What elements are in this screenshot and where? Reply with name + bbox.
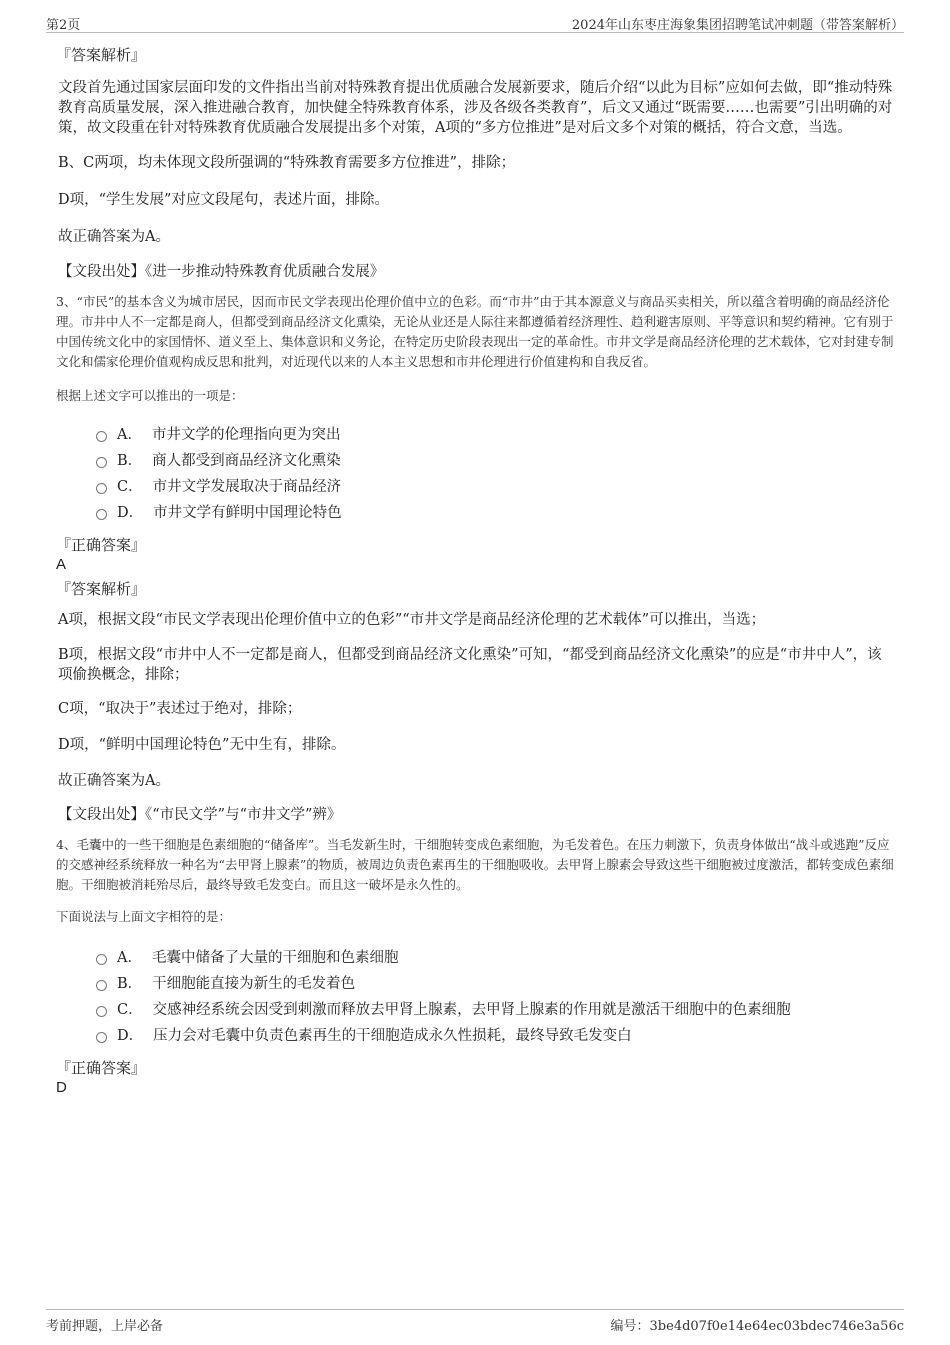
q3-option-b[interactable]: B． 商人都受到商品经济文化熏染 bbox=[96, 448, 896, 474]
q3-options bbox=[56, 422, 896, 526]
q3-option-a[interactable]: A． 市井文学的伦理指向更为突出 bbox=[96, 422, 896, 448]
q4-stem: 4、毛囊中的一些干细胞是色素细胞的“储备库”。当毛发新生时，干细胞转变成色素细胞，为毛发着色。在压力刺激下，负责身体做出“战斗或逃跑”反应的交感神经系统释放一种名为“去甲肾上腺素”的物质，被周边负责色素再生的干细胞吸收。去甲肾上腺素会导致这些干细胞被过度激活，都转变成色素细胞。干细胞被消耗殆尽后，最终导致毛发变白。而且这一破坏是永久性的。 bbox=[56, 837, 894, 892]
page-footer bbox=[46, 1309, 904, 1334]
q4-option-d[interactable]: D． 压力会对毛囊中负责色素再生的干细胞造成永久性损耗，最终导致毛发变白 bbox=[96, 1023, 896, 1049]
q4-answer-label: 『正确答案』 bbox=[56, 1059, 147, 1077]
radio-icon[interactable] bbox=[96, 457, 107, 468]
q3-answer: A bbox=[56, 556, 67, 573]
radio-icon[interactable] bbox=[96, 980, 107, 991]
q4-prompt: 下面说法与上面文字相符的是： bbox=[56, 909, 232, 924]
q2-analysis-paragraph: 文段首先通过国家层面印发的文件指出当前对特殊教育提出优质融合发展新要求，随后介绍“以此为目标”应如何去做，即“推动特殊教育高质量发展，深入推进融合教育，加快健全特殊教育体系，涉及各级各类教育”，后文又通过“既需要……也需要”引出明确的对策，故文段重在针对特殊教育优质融合发展提出多个对策，A项的“多方位推进”是对后文多个对策的概括，符合文意，当选。 bbox=[58, 80, 893, 136]
q3-analysis-c: C项，“取决于”表述过于绝对，排除； bbox=[58, 701, 302, 717]
radio-icon[interactable] bbox=[96, 1032, 107, 1043]
q3-option-d[interactable]: D． 市井文学有鲜明中国理论特色 bbox=[96, 500, 896, 526]
page-header bbox=[46, 12, 904, 33]
q3-analysis-label: 『答案解析』 bbox=[56, 580, 147, 598]
q3-stem: 3、“市民”的基本含义为城市居民，因而市民文学表现出伦理价值中立的色彩。而“市井”由于其本源意义与商品买卖相关，所以蕴含着明确的商品经济伦理。市井中人不一定都是商人，但都受到商品经济文化熏染，无论从业还是人际往来都遵循着经济理性、趋利避害原则、平等意识和契约精神。它有别于中国传统文化中的家国情怀、道义至上、集体意识和义务论，在特定历史阶段表现出一定的革命性。市井文学是商品经济伦理的艺术载体，它对封建专制文化和儒家伦理价值观构成反思和批判，对近现代以来的人本主义思想和市井伦理进行价值建构和自我反省。 bbox=[56, 294, 894, 369]
q2-analysis-label: 『答案解析』 bbox=[56, 46, 147, 64]
q4-option-c[interactable]: C． 交感神经系统会因受到刺激而释放去甲肾上腺素，去甲肾上腺素的作用就是激活干细胞中的色素细胞 bbox=[96, 997, 896, 1023]
q2-analysis-bc: B、C两项，均未体现文段所强调的“特殊教育需要多方位推进”，排除； bbox=[58, 155, 516, 171]
radio-icon[interactable] bbox=[96, 509, 107, 520]
radio-icon[interactable] bbox=[96, 483, 107, 494]
main-content bbox=[56, 44, 896, 1101]
footer-slogan: 考前押题，上岸必备 bbox=[46, 1319, 164, 1334]
q4-option-b[interactable]: B． 干细胞能直接为新生的毛发着色 bbox=[96, 971, 896, 997]
q3-source: 【文段出处】《“市民文学”与“市井文学”辨》 bbox=[58, 807, 342, 823]
radio-icon[interactable] bbox=[96, 1006, 107, 1017]
document-id: 编号：3be4d07f0e14e64ec03bdec746e3a56c bbox=[610, 1319, 904, 1334]
q4-option-a[interactable]: A． 毛囊中储备了大量的干细胞和色素细胞 bbox=[96, 945, 896, 971]
q2-source: 【文段出处】《进一步推动特殊教育优质融合发展》 bbox=[58, 264, 385, 280]
q3-answer-label: 『正确答案』 bbox=[56, 536, 147, 554]
q4-answer: D bbox=[56, 1079, 67, 1096]
q4-options bbox=[56, 945, 896, 1049]
q3-conclusion: 故正确答案为A。 bbox=[58, 773, 170, 789]
q3-option-c[interactable]: C． 市井文学发展取决于商品经济 bbox=[96, 474, 896, 500]
q2-conclusion: 故正确答案为A。 bbox=[58, 229, 170, 245]
q2-analysis-d: D项，“学生发展”对应文段尾句，表述片面，排除。 bbox=[58, 192, 389, 208]
page-number: 第2页 bbox=[46, 18, 81, 33]
radio-icon[interactable] bbox=[96, 431, 107, 442]
q3-prompt: 根据上述文字可以推出的一项是： bbox=[56, 388, 244, 403]
document-title: 2024年山东枣庄海象集团招聘笔试冲刺题（带答案解析） bbox=[571, 18, 904, 33]
q3-analysis-b: B项，根据文段“市井中人不一定都是商人，但都受到商品经济文化熏染”可知，“都受到商品经济文化熏染”的应是“市井中人”，该项偷换概念，排除； bbox=[58, 647, 882, 683]
q3-analysis-a: A项，根据文段“市民文学表现出伦理价值中立的色彩”“市井文学是商品经济伦理的艺术载体”可以推出，当选； bbox=[58, 612, 766, 628]
q3-analysis-d: D项，“鲜明中国理论特色”无中生有，排除。 bbox=[58, 737, 346, 753]
radio-icon[interactable] bbox=[96, 954, 107, 965]
